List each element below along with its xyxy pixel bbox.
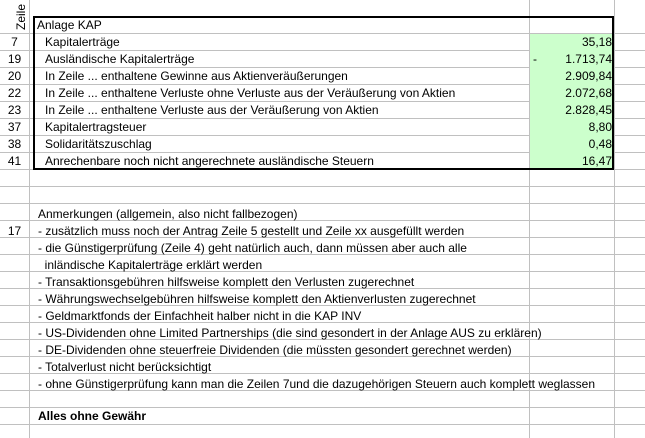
row-number[interactable]: 23 (7, 103, 22, 117)
row-label[interactable]: Ausländische Kapitalerträge (45, 52, 195, 66)
row-number[interactable]: 17 (7, 224, 22, 238)
row-value[interactable]: 35,18 (581, 35, 612, 49)
row-label[interactable]: Kapitalerträge (45, 35, 120, 49)
row-value[interactable]: 1.713,74 (565, 52, 612, 66)
row-value[interactable]: 8,80 (588, 120, 612, 134)
grid-line (0, 203, 645, 204)
column-header-zeile[interactable] (0, 0, 29, 33)
grid-line (0, 186, 645, 187)
row-number[interactable]: 37 (7, 120, 22, 134)
note-line[interactable]: - zusätzlich muss noch der Antrag Zeile 5 gestellt und Zeile xx ausgefüllt werden (38, 224, 465, 238)
row-number[interactable]: 38 (7, 137, 22, 151)
row-sign: - (533, 52, 537, 66)
disclaimer[interactable]: Alles ohne Gewähr (38, 409, 147, 423)
row-label[interactable]: In Zeile ... enthaltene Verluste aus der Veräußerung von Aktien (45, 103, 379, 117)
row-value[interactable]: 2.072,68 (565, 86, 612, 100)
note-line[interactable]: - Geldmarktfonds der Einfachheit halber nicht in die KAP INV (38, 309, 362, 323)
notes-heading[interactable]: Anmerkungen (allgemein, also nicht fallbezogen) (38, 207, 298, 221)
row-label[interactable]: Solidaritätszuschlag (45, 137, 152, 151)
row-number[interactable]: 19 (7, 52, 22, 66)
row-value[interactable]: 2.909,84 (565, 69, 612, 83)
column-header-label: Zeile (14, 3, 28, 30)
row-value[interactable]: 0,48 (588, 137, 612, 151)
row-value[interactable]: 16,47 (581, 154, 612, 168)
note-line[interactable]: - DE-Dividenden ohne steuerfreie Dividenden (die müssten gesondert gerechnet werden) (38, 343, 512, 357)
note-line[interactable]: - die Günstigerprüfung (Zeile 4) geht natürlich auch, dann müssen aber auch alle (38, 241, 467, 255)
row-label[interactable]: Anrechenbare noch nicht angerechnete ausländische Steuern (45, 154, 374, 168)
kap-title[interactable]: Anlage KAP (37, 18, 102, 32)
note-line[interactable]: - ohne Günstigerprüfung kann man die Zeilen 7und die dazugehörigen Steuern auch komplett weglassen (38, 377, 596, 391)
row-label[interactable]: In Zeile ... enthaltene Gewinne aus Aktienveräußerungen (45, 69, 348, 83)
row-label[interactable]: Kapitalertragsteuer (45, 120, 147, 134)
row-number[interactable]: 22 (7, 86, 22, 100)
note-line[interactable]: - Totalverlust nicht berücksichtigt (38, 360, 212, 374)
note-line[interactable]: inländische Kapitalerträge erklärt werden (38, 258, 263, 272)
note-line[interactable]: - Transaktionsgebühren hilfsweise komplett den Verlusten zugerechnet (38, 275, 415, 289)
row-label[interactable]: In Zeile ... enthaltene Verluste ohne Verluste aus der Veräußerung von Aktien (45, 86, 456, 100)
row-value[interactable]: 2.828,45 (565, 103, 612, 117)
row-number[interactable]: 7 (11, 35, 18, 49)
note-line[interactable]: - Währungswechselgebühren hilfsweise komplett den Aktienverlusten zugerechnet (38, 292, 476, 306)
row-number[interactable]: 41 (7, 154, 22, 168)
row-number[interactable]: 20 (7, 69, 22, 83)
note-line[interactable]: - US-Dividenden ohne Limited Partnerships (die sind gesondert in der Anlage AUS zu erklären) (38, 326, 542, 340)
